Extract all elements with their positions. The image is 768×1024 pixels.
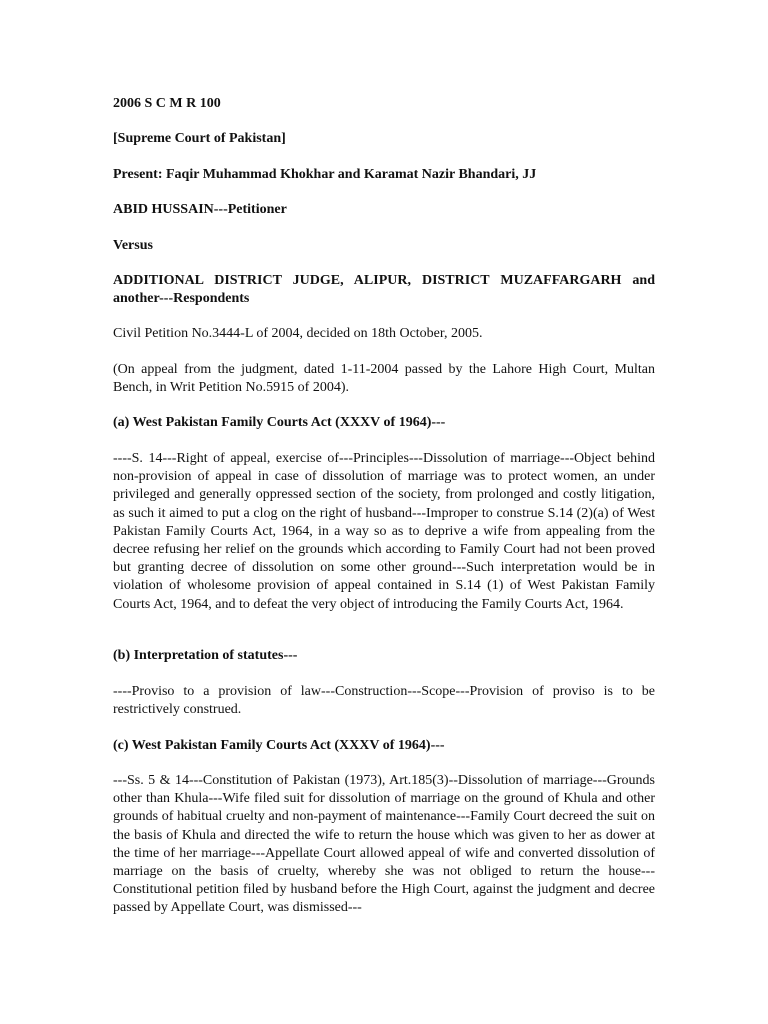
citation: 2006 S C M R 100 (113, 96, 221, 111)
headnote-a-title: (a) West Pakistan Family Courts Act (XXXV of 1964)--- (113, 415, 446, 430)
court-name: [Supreme Court of Pakistan] (113, 131, 286, 146)
respondents: ADDITIONAL DISTRICT JUDGE, ALIPUR, DISTRICT MUZAFFARGARH and another---Respondents (113, 273, 655, 307)
appeal-info: (On appeal from the judgment, dated 1-11-2004 passed by the Lahore High Court, Multan Bench, in Writ Petition No.5915 of 2004). (113, 362, 655, 396)
headnote-b-body: ----Proviso to a provision of law---Construction---Scope---Provision of proviso is to be restrictively construed. (113, 684, 655, 718)
headnote-b-title: (b) Interpretation of statutes--- (113, 648, 298, 663)
petitioner: ABID HUSSAIN---Petitioner (113, 202, 287, 217)
versus: Versus (113, 238, 153, 253)
headnote-c-body: ---Ss. 5 & 14---Constitution of Pakistan (1973), Art.185(3)--Dissolution of marriage---Grounds other than Khula---Wife filed suit for dissolution of marriage on the ground of Khula and other grounds of habitual cruelty and non-payment of maintenance---Family Court decreed the suit on the basis of Khula and directed the wife to return the house which was given to her as dower at the time of her marriage---Appellate Court allowed appeal of wife and converted dissolution of marriage on the basis of cruelty, whereby she was not obliged to return the house---Constitutional petition filed by husband before the High Court, against the judgment and decree passed by Appellate Court, was dismissed--- (113, 773, 655, 916)
headnote-c-title: (c) West Pakistan Family Courts Act (XXXV of 1964)--- (113, 738, 445, 753)
headnote-a-body: ----S. 14---Right of appeal, exercise of---Principles---Dissolution of marriage---Object behind non-provision of appeal in case of dissolution of marriage was to protect women, an under privileged and generally oppressed section of the society, from prolonged and costly litigation, as such it aimed to put a clog on the right of husband---Improper to construe S.14 (2)(a) of West Pakistan Family Courts Act, 1964, in a way so as to deprive a wife from appealing from the decree refusing her relief on the grounds which according to Family Court had not been proved but granting decree of dissolution on some other ground---Such interpretation would be in violation of wholesome provision of appeal contained in S.14 (1) of West Pakistan Family Courts Act, 1964, and to defeat the very object of introducing the Family Courts Act, 1964. (113, 451, 655, 612)
petition-info: Civil Petition No.3444-L of 2004, decided on 18th October, 2005. (113, 326, 483, 341)
bench-present: Present: Faqir Muhammad Khokhar and Karamat Nazir Bhandari, JJ (113, 167, 537, 182)
